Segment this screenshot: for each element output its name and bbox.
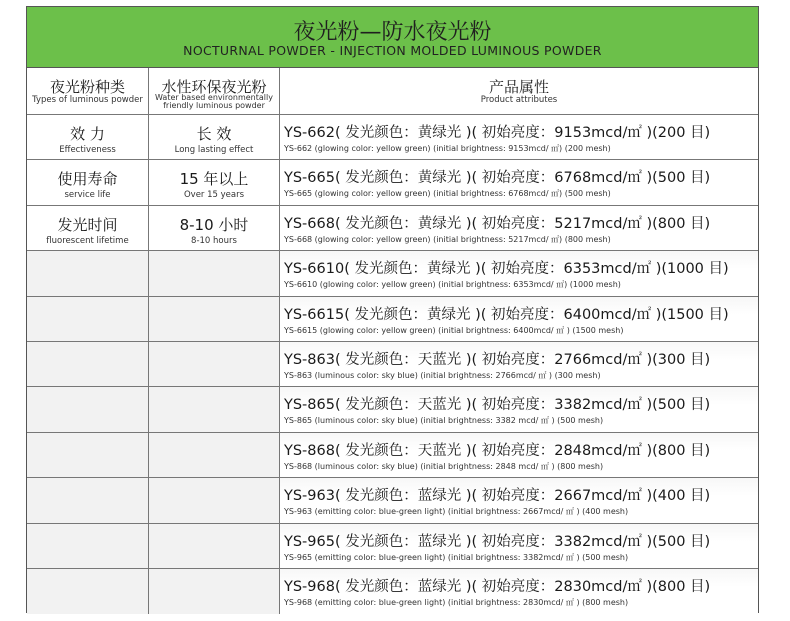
header-attributes-zh: 产品属性 [488,78,549,96]
type-cell [27,115,149,159]
header-attributes-en: Product attributes [480,95,558,105]
type-cell [27,160,149,204]
attribute-value-en: Over 15 years [183,190,245,201]
product-spec-zh: YS-963( 发光颜色：蓝绿光 )( 初始亮度：2667mcd/㎡ )(400 目) [284,488,711,505]
table-row [27,569,758,614]
header-powder-zh: 水性环保夜光粉 [161,78,267,96]
attribute-name-zh: 效 力 [70,125,105,143]
header-cell-powder [149,68,280,114]
product-spec-zh: YS-868( 发光颜色：天蓝光 )( 初始亮度：2848mcd/㎡ )(800 目) [284,442,711,459]
product-spec-zh: YS-865( 发光颜色：天蓝光 )( 初始亮度：3382mcd/㎡ )(500 目) [284,397,711,414]
product-cell [280,206,758,250]
attribute-value-zh: 长 效 [196,125,232,143]
product-spec-zh: YS-968( 发光颜色：蓝绿光 )( 初始亮度：2830mcd/㎡ )(800 目) [284,579,711,595]
page-subtitle: NOCTURNAL POWDER - INJECTION MOLDED LUMINOUS POWDER [183,43,602,58]
header-cell-type [27,68,149,114]
product-spec-en: YS-968 (emitting color: blue-green light) (initial brightness: 2830mcd/ ㎡ ) (800 mesh) [284,598,629,607]
product-cell [280,524,758,568]
product-spec-en: YS-868 (luminous color: sky blue) (initial brightness: 2848 mcd/ ㎡ ) (800 mesh) [284,461,604,471]
product-spec-zh: YS-668( 发光颜色：黄绿光 )( 初始亮度：5217mcd/㎡ )(800 目) [284,215,711,232]
product-spec-zh: YS-662( 发光颜色：黄绿光 )( 初始亮度：9153mcd/㎡ )(200 目) [284,125,711,141]
product-cell [280,387,758,431]
product-spec-en: YS-6615 (glowing color: yellow green) (initial brightness: 6400mcd/ ㎡ ) (1500 mesh) [284,325,624,335]
product-cell [280,478,758,522]
type-cell [27,297,149,341]
powder-cell [149,433,280,477]
type-cell [27,251,149,295]
attribute-name-zh: 使用寿命 [57,170,118,189]
product-table [26,6,759,613]
powder-cell [149,251,280,295]
table-row [27,342,758,387]
product-spec-zh: YS-6610( 发光颜色：黄绿光 )( 初始亮度：6353mcd/㎡ )(1000 目) [284,261,729,278]
powder-cell [149,160,280,204]
header-cell-attributes [280,68,758,114]
attribute-name-zh: 发光时间 [57,215,118,234]
table-row [27,524,758,569]
type-cell [27,433,149,477]
product-cell [280,569,758,614]
powder-cell [149,297,280,341]
header-powder-en: Water based environmentally friendly luminous powder [155,93,273,110]
product-spec-zh: YS-965( 发光颜色：蓝绿光 )( 初始亮度：3382mcd/㎡ )(500 目) [284,533,711,550]
type-cell [27,342,149,386]
product-cell [280,297,758,341]
table-row [27,433,758,478]
table-row [27,297,758,342]
powder-cell [149,387,280,431]
product-spec-en: YS-665 (glowing color: yellow green) (initial brightness: 6768mcd/ ㎡) (500 mesh) [284,189,611,199]
type-cell [27,478,149,522]
product-cell [280,251,758,295]
powder-cell [149,524,280,568]
powder-cell [149,342,280,386]
product-cell [280,115,758,159]
product-spec-zh: YS-6615( 发光颜色：黄绿光 )( 初始亮度：6400mcd/㎡ )(1500 目) [284,306,729,323]
powder-cell [149,115,280,159]
title-banner [27,7,758,68]
header-type-en: Types of luminous powder [32,95,143,105]
attribute-value-zh: 15 年以上 [179,170,249,189]
product-cell [280,433,758,477]
type-cell [27,206,149,250]
powder-cell [149,569,280,614]
table-row [27,160,758,205]
product-spec-zh: YS-863( 发光颜色：天蓝光 )( 初始亮度：2766mcd/㎡ )(300 目) [284,352,711,368]
attribute-name-en: service life [64,190,111,201]
type-cell [27,524,149,568]
powder-cell [149,206,280,250]
table-row [27,387,758,432]
table-row [27,251,758,296]
header-type-zh: 夜光粉种类 [49,78,125,96]
product-spec-en: YS-6610 (glowing color: yellow green) (initial brightness: 6353mcd/ ㎡) (1000 mesh) [284,280,621,290]
product-spec-zh: YS-665( 发光颜色：黄绿光 )( 初始亮度：6768mcd/㎡ )(500 目) [284,170,711,187]
table-row [27,478,758,523]
powder-cell [149,478,280,522]
type-cell [27,569,149,614]
page-title: 夜光粉—防水夜光粉 [293,20,492,45]
table-header-row [27,68,758,115]
attribute-value-zh: 8-10 小时 [179,215,249,234]
attribute-name-en: fluorescent lifetime [46,235,129,246]
attribute-name-en: Effectiveness [59,145,116,155]
product-spec-en: YS-668 (glowing color: yellow green) (initial brightness: 5217mcd/ ㎡) (800 mesh) [284,234,611,244]
product-cell [280,160,758,204]
product-spec-en: YS-865 (luminous color: sky blue) (initial brightness: 3382 mcd/ ㎡ ) (500 mesh) [284,416,604,426]
product-spec-en: YS-965 (emitting color: blue-green light) (initial brightness: 3382mcd/ ㎡ ) (500 mesh) [284,552,629,562]
attribute-value-en: Long lasting effect [174,145,254,155]
table-row [27,115,758,160]
attribute-value-en: 8-10 hours [191,235,237,246]
type-cell [27,387,149,431]
product-cell [280,342,758,386]
table-row [27,206,758,251]
product-spec-en: YS-662 (glowing color: yellow green) (initial brightness: 9153mcd/ ㎡) (200 mesh) [284,144,611,153]
product-spec-en: YS-963 (emitting color: blue-green light) (initial brightness: 2667mcd/ ㎡ ) (400 mesh) [284,507,629,517]
product-spec-en: YS-863 (luminous color: sky blue) (initial brightness: 2766mcd/ ㎡ ) (300 mesh) [284,371,601,380]
